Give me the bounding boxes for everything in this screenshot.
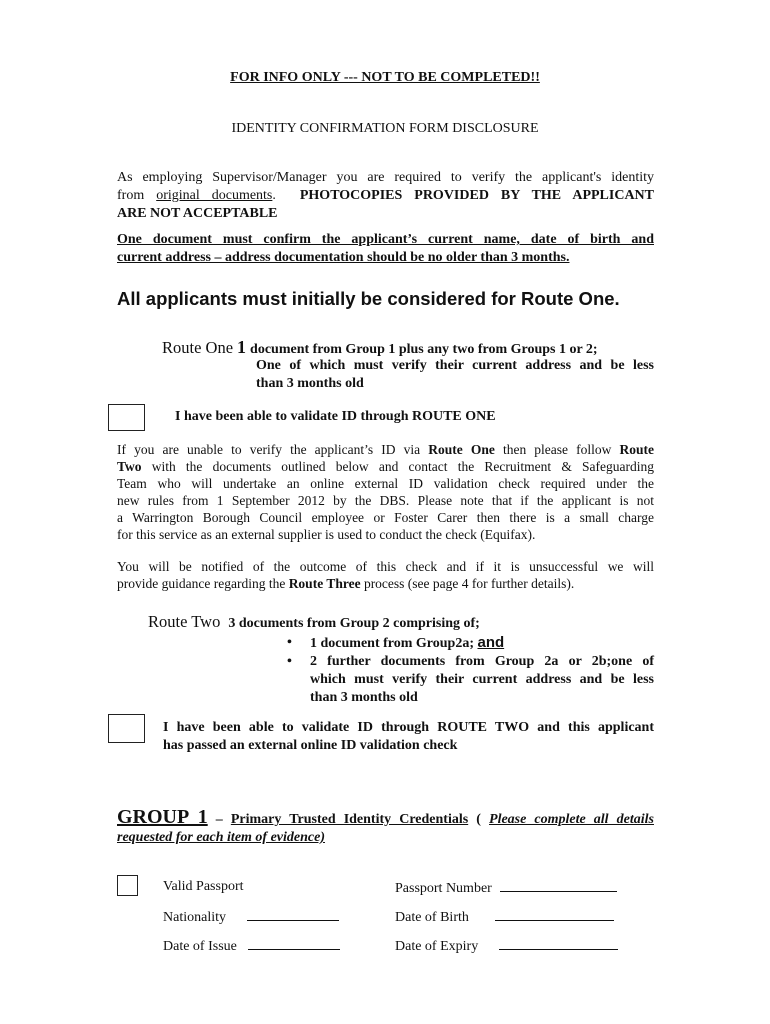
intro-line-3: ARE NOT ACCEPTABLE [117,206,278,221]
route-two-line [148,612,480,632]
group1-subtitle: Primary Trusted Identity Credentials [230,812,469,827]
info-only-notice: FOR INFO ONLY --- NOT TO BE COMPLETED!! [230,70,540,85]
date-of-issue-field[interactable] [248,936,340,950]
date-of-expiry-field[interactable] [499,936,618,950]
main-heading: All applicants must initially be considered for Route One. [117,288,620,309]
date-of-expiry-label: Date of Expiry [395,936,618,956]
route-two-label: Route Two [148,612,221,631]
date-of-birth-label: Date of Birth [395,907,614,927]
date-of-birth-field[interactable] [495,907,614,921]
group1-heading: GROUP 1 – Primary Trusted Identity Credentials ( Please complete all details requested for each item of evidence) [117,806,654,845]
route-one-label: Route One [162,338,234,357]
route-info-paragraph: If you are unable to verify the applicant’s ID via Route One then please follow Route Two with the documents outlined below and contact the Recruitment & Safeguarding Team who will undertake an online external ID validation check required under the new rules from 1 September 2012 by the DBS. Please note that if the applicant is not a Warrington Borough Council employee or Foster Carer then there is a small charge for this service as an external supplier is used to conduct the check (Equifax). [117,442,654,542]
nationality-field[interactable] [247,907,339,921]
route-one-text: document from Group 1 plus any two from Groups 1 or 2; [250,342,598,357]
list-item: • 1 document from Group2a; and [287,634,654,653]
route-one-detail: One of which must verify their current address and be less than 3 months old [256,358,654,391]
route-one-line [162,337,598,358]
nationality-label: Nationality [163,907,339,927]
photocopies-warning: PHOTOCOPIES PROVIDED BY THE APPLICANT [299,188,655,203]
passport-number-label: Passport Number [395,878,617,898]
intro-line-1: As employing Supervisor/Manager you are required to verify the applicant's identity [117,170,654,185]
route-one-checkbox-label: I have been able to validate ID through ROUTE ONE [175,409,496,424]
route-one-checkbox[interactable] [108,404,145,431]
address-requirement: One document must confirm the applicant’s current name, date of birth and current address – address documentation should be no older than 3 months. [117,232,654,265]
route-two-text: 3 documents from Group 2 comprising of; [228,616,480,631]
valid-passport-label: Valid Passport [163,879,244,894]
route-two-checkbox-label: I have been able to validate ID through ROUTE TWO and this applicant has passed an external online ID validation check [163,720,654,753]
route-one-number: 1 [237,337,247,357]
route-two-list [287,634,654,707]
notification-paragraph: You will be notified of the outcome of this check and if it is unsuccessful we will provide guidance regarding the Route Three process (see page 4 for further details). [117,559,654,591]
valid-passport-checkbox[interactable] [117,875,138,896]
passport-number-field[interactable] [500,878,617,892]
date-of-issue-label: Date of Issue [163,936,340,956]
intro-paragraph [117,169,654,223]
original-documents-text: original documents [156,188,273,203]
route-two-checkbox[interactable] [108,714,145,743]
intro-line-2: from original documents. PHOTOCOPIES PROVIDED BY THE APPLICANT [117,188,655,203]
form-title: IDENTITY CONFIRMATION FORM DISCLOSURE [231,121,539,136]
group1-title: GROUP 1 [117,806,208,828]
list-item: • 2 further documents from Group 2a or 2b;one of which must verify their current address and be less than 3 months old [287,653,654,707]
